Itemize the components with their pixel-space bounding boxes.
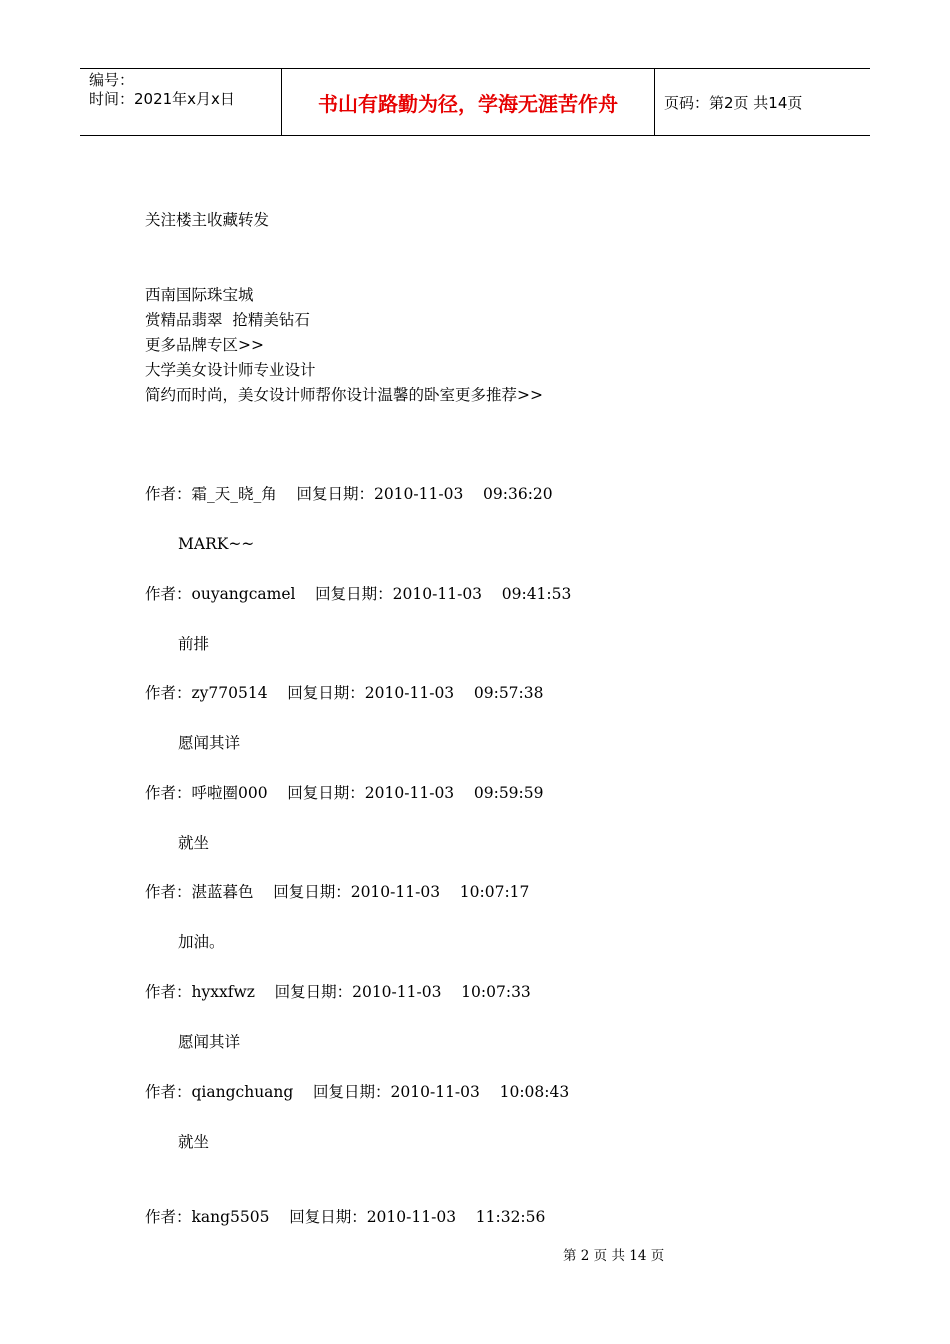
document-time-label: 时间：2021年x月x日 [89, 90, 235, 108]
intro-line: 西南国际珠宝城 [145, 286, 254, 304]
post-reply: 愿闻其详 [178, 734, 241, 752]
post-meta: 作者：霜_天_晓_角 回复日期：2010-11-03 09:36:20 [145, 485, 553, 503]
post-meta: 作者：qiangchuang 回复日期：2010-11-03 10:08:43 [145, 1083, 570, 1101]
post-meta: 作者：zy770514 回复日期：2010-11-03 09:57:38 [145, 684, 544, 702]
post-meta: 作者：hyxxfwz 回复日期：2010-11-03 10:07:33 [145, 983, 531, 1001]
header-motto: 书山有路勤为径，学海无涯苦作舟 [318, 92, 618, 116]
post-reply: 就坐 [178, 834, 210, 852]
thread-actions: 关注楼主收藏转发 [145, 211, 270, 229]
post-reply: 就坐 [178, 1133, 210, 1151]
document-number-label: 编号： [89, 71, 135, 89]
intro-line: 赏精品翡翠 抢精美钻石 [145, 311, 310, 329]
post-reply: 加油。 [178, 933, 225, 951]
post-meta: 作者：ouyangcamel 回复日期：2010-11-03 09:41:53 [145, 585, 572, 603]
post-reply: MARK~~ [178, 535, 255, 553]
post-reply: 愿闻其详 [178, 1033, 241, 1051]
intro-line: 大学美女设计师专业设计 [145, 361, 316, 379]
intro-line: 简约而时尚，美女设计师帮你设计温馨的卧室更多推荐>> [145, 386, 543, 404]
footer-page-number: 第 2 页 共 14 页 [563, 1248, 665, 1264]
header-divider-right [654, 68, 655, 136]
post-meta: 作者：湛蓝暮色 回复日期：2010-11-03 10:07:17 [145, 883, 530, 901]
post-meta: 作者：呼啦圈000 回复日期：2010-11-03 09:59:59 [145, 784, 544, 802]
post-reply: 前排 [178, 635, 210, 653]
header-page-label: 页码：第2页 共14页 [664, 94, 803, 112]
header-bottom-rule [80, 135, 870, 136]
intro-line: 更多品牌专区>> [145, 336, 264, 354]
header-top-rule [80, 68, 870, 69]
post-meta: 作者：kang5505 回复日期：2010-11-03 11:32:56 [145, 1208, 546, 1226]
